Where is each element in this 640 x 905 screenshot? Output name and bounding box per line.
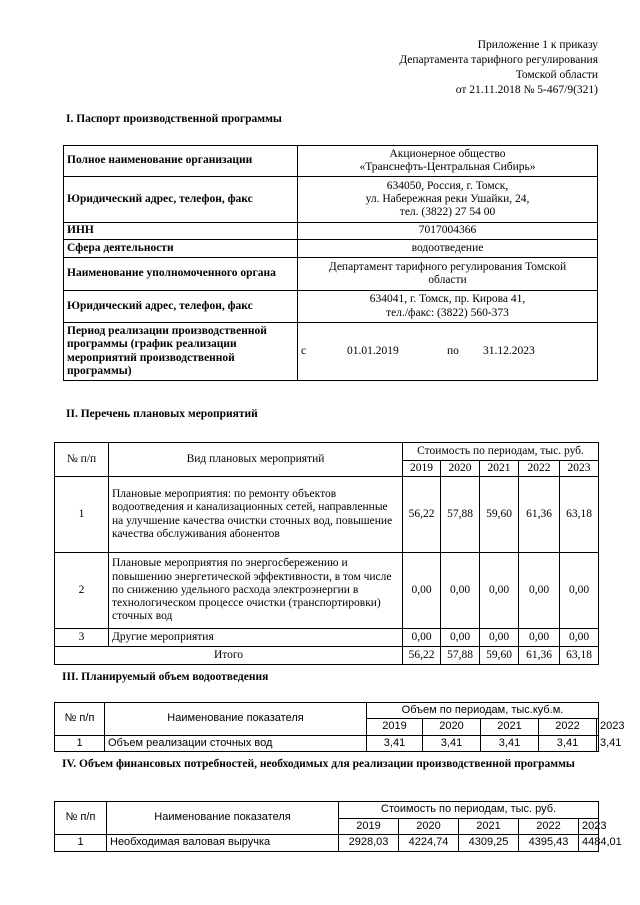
year-cell: 2022 (519, 461, 560, 477)
col-name-header: Наименование показателя (107, 802, 339, 835)
value-line: ул. Набережная реки Ушайки, 24, (365, 192, 530, 205)
period-from-word: с (301, 344, 307, 357)
year-cell: 2023 (597, 719, 599, 736)
value-line: 634041, г. Томск, пр. Кирова 41, (369, 293, 526, 306)
passport-label: ИНН (64, 223, 298, 240)
value-cell: 0,00 (519, 629, 560, 647)
col-cost-header: Стоимость по периодам, тыс. руб. (403, 443, 599, 461)
section-3-title: III. Планируемый объем водоотведения (62, 671, 269, 683)
value-cell: 3,41 (367, 736, 423, 752)
row-num: 1 (55, 736, 105, 752)
header-line-2: Департамента тарифного регулирования (399, 54, 598, 66)
row-num: 2 (55, 553, 109, 629)
passport-value (298, 291, 598, 323)
row-name: Необходимая валовая выручка (107, 835, 339, 852)
passport-period-row (64, 323, 598, 381)
year-cell: 2021 (480, 461, 519, 477)
total-row (55, 647, 599, 665)
table-header-row (55, 703, 599, 719)
passport-value: водоотведение (298, 240, 598, 258)
total-label: Итого (55, 647, 403, 665)
year-cell: 2022 (539, 719, 597, 736)
passport-label: Наименование уполномоченного органа (64, 258, 298, 291)
value-line: 634050, Россия, г. Томск, (386, 179, 509, 192)
value-cell: 3,41 (539, 736, 597, 752)
value-cell: 61,36 (519, 477, 560, 553)
finance-table (54, 801, 622, 852)
col-name-header: Наименование показателя (105, 703, 367, 736)
year-cell: 2021 (459, 819, 519, 835)
col-num-header: № п/п (55, 802, 107, 835)
row-name: Плановые мероприятия: по ремонту объектов водоотведения и канализационных сетей, направленные на улучшение качества очистки сточных вод, повышение качества обслуживания абонентов (109, 477, 403, 553)
passport-label: Юридический адрес, телефон, факс (64, 177, 298, 223)
value-cell: 0,00 (480, 629, 519, 647)
total-value: 57,88 (441, 647, 480, 665)
volume-table (54, 702, 625, 752)
col-volume-header: Объем по периодам, тыс.куб.м. (367, 703, 599, 719)
table-header-row (55, 802, 599, 819)
document-header (300, 38, 598, 98)
passport-label: Полное наименование организации (64, 146, 298, 177)
row-name: Объем реализации сточных вод (105, 736, 367, 752)
value-cell: 4309,25 (459, 835, 519, 852)
value-line: тел./факс: (3822) 560-373 (386, 306, 509, 319)
year-cell: 2019 (367, 719, 423, 736)
col-cost-header: Стоимость по периодам, тыс. руб. (339, 802, 599, 819)
row-num: 3 (55, 629, 109, 647)
row-name: Плановые мероприятия по энергосбережению и повышению энергетической эффективности, в том числе по снижению удельного расхода электроэнергии в технологическом процессе очистки (транспортировки) сточных вод (109, 553, 403, 629)
table-header-row (55, 443, 599, 461)
year-cell: 2023 (560, 461, 599, 477)
value-cell: 4484,01 (579, 835, 599, 852)
year-cell: 2020 (441, 461, 480, 477)
value-cell: 0,00 (403, 553, 441, 629)
value-cell: 0,00 (441, 553, 480, 629)
value-cell: 4224,74 (399, 835, 459, 852)
header-line-1: Приложение 1 к приказу (477, 39, 598, 51)
table-row (55, 736, 599, 752)
period-label: Период реализации производственной программы (график реализации мероприятий производственной программы) (64, 323, 298, 381)
total-value: 61,36 (519, 647, 560, 665)
passport-label: Юридический адрес, телефон, факс (64, 291, 298, 323)
value-cell: 3,41 (423, 736, 481, 752)
year-cell: 2020 (423, 719, 481, 736)
header-line-4: от 21.11.2018 № 5-467/9(321) (455, 84, 598, 96)
value-cell: 0,00 (403, 629, 441, 647)
row-name: Другие мероприятия (109, 629, 403, 647)
value-cell: 0,00 (519, 553, 560, 629)
table-row (55, 629, 599, 647)
total-value: 63,18 (560, 647, 599, 665)
col-num-header: № п/п (55, 443, 109, 477)
passport-row (64, 223, 598, 240)
passport-value: 7017004366 (298, 223, 598, 240)
value-cell: 0,00 (560, 629, 599, 647)
passport-table (63, 145, 598, 381)
table-row (55, 835, 599, 852)
passport-value (298, 146, 598, 177)
value-cell: 3,41 (597, 736, 599, 752)
value-line: тел. (3822) 27 54 00 (399, 206, 496, 219)
row-num: 1 (55, 835, 107, 852)
value-cell: 0,00 (480, 553, 519, 629)
passport-row (64, 240, 598, 258)
row-num: 1 (55, 477, 109, 553)
passport-value (298, 177, 598, 223)
value-cell: 4395,43 (519, 835, 579, 852)
total-value: 56,22 (403, 647, 441, 665)
value-cell: 0,00 (560, 553, 599, 629)
passport-row (64, 291, 598, 323)
value-line: Акционерное общество (389, 147, 506, 160)
col-num-header: № п/п (55, 703, 105, 736)
section-2-title: II. Перечень плановых мероприятий (66, 408, 258, 420)
period-to: 31.12.2023 (483, 344, 535, 357)
value-cell: 56,22 (403, 477, 441, 553)
section-4-title: IV. Объем финансовых потребностей, необходимых для реализации производственной программы (62, 758, 575, 770)
table-row (55, 553, 599, 629)
header-line-3: Томской области (515, 69, 598, 81)
value-cell: 57,88 (441, 477, 480, 553)
year-cell: 2022 (519, 819, 579, 835)
passport-row (64, 177, 598, 223)
value-cell: 2928,03 (339, 835, 399, 852)
value-cell: 0,00 (441, 629, 480, 647)
value-cell: 3,41 (481, 736, 539, 752)
period-to-word: по (447, 344, 459, 357)
year-cell: 2020 (399, 819, 459, 835)
passport-value (298, 258, 598, 291)
value-cell: 63,18 (560, 477, 599, 553)
passport-row (64, 258, 598, 291)
year-cell: 2021 (481, 719, 539, 736)
period-value (298, 323, 598, 381)
year-cell: 2019 (339, 819, 399, 835)
col-name-header: Вид плановых мероприятий (109, 443, 403, 477)
passport-row (64, 146, 598, 177)
value-line: «Транснефть-Центральная Сибирь» (359, 161, 536, 173)
table-row (55, 477, 599, 553)
value-line: области (428, 274, 467, 286)
section-1-title: I. Паспорт производственной программы (66, 113, 282, 125)
value-cell: 59,60 (480, 477, 519, 553)
period-from: 01.01.2019 (347, 344, 399, 357)
total-value: 59,60 (480, 647, 519, 665)
year-cell: 2019 (403, 461, 441, 477)
year-cell: 2023 (579, 819, 599, 835)
passport-label: Сфера деятельности (64, 240, 298, 258)
value-line: Департамент тарифного регулирования Томской (328, 260, 567, 273)
measures-table (54, 442, 599, 665)
